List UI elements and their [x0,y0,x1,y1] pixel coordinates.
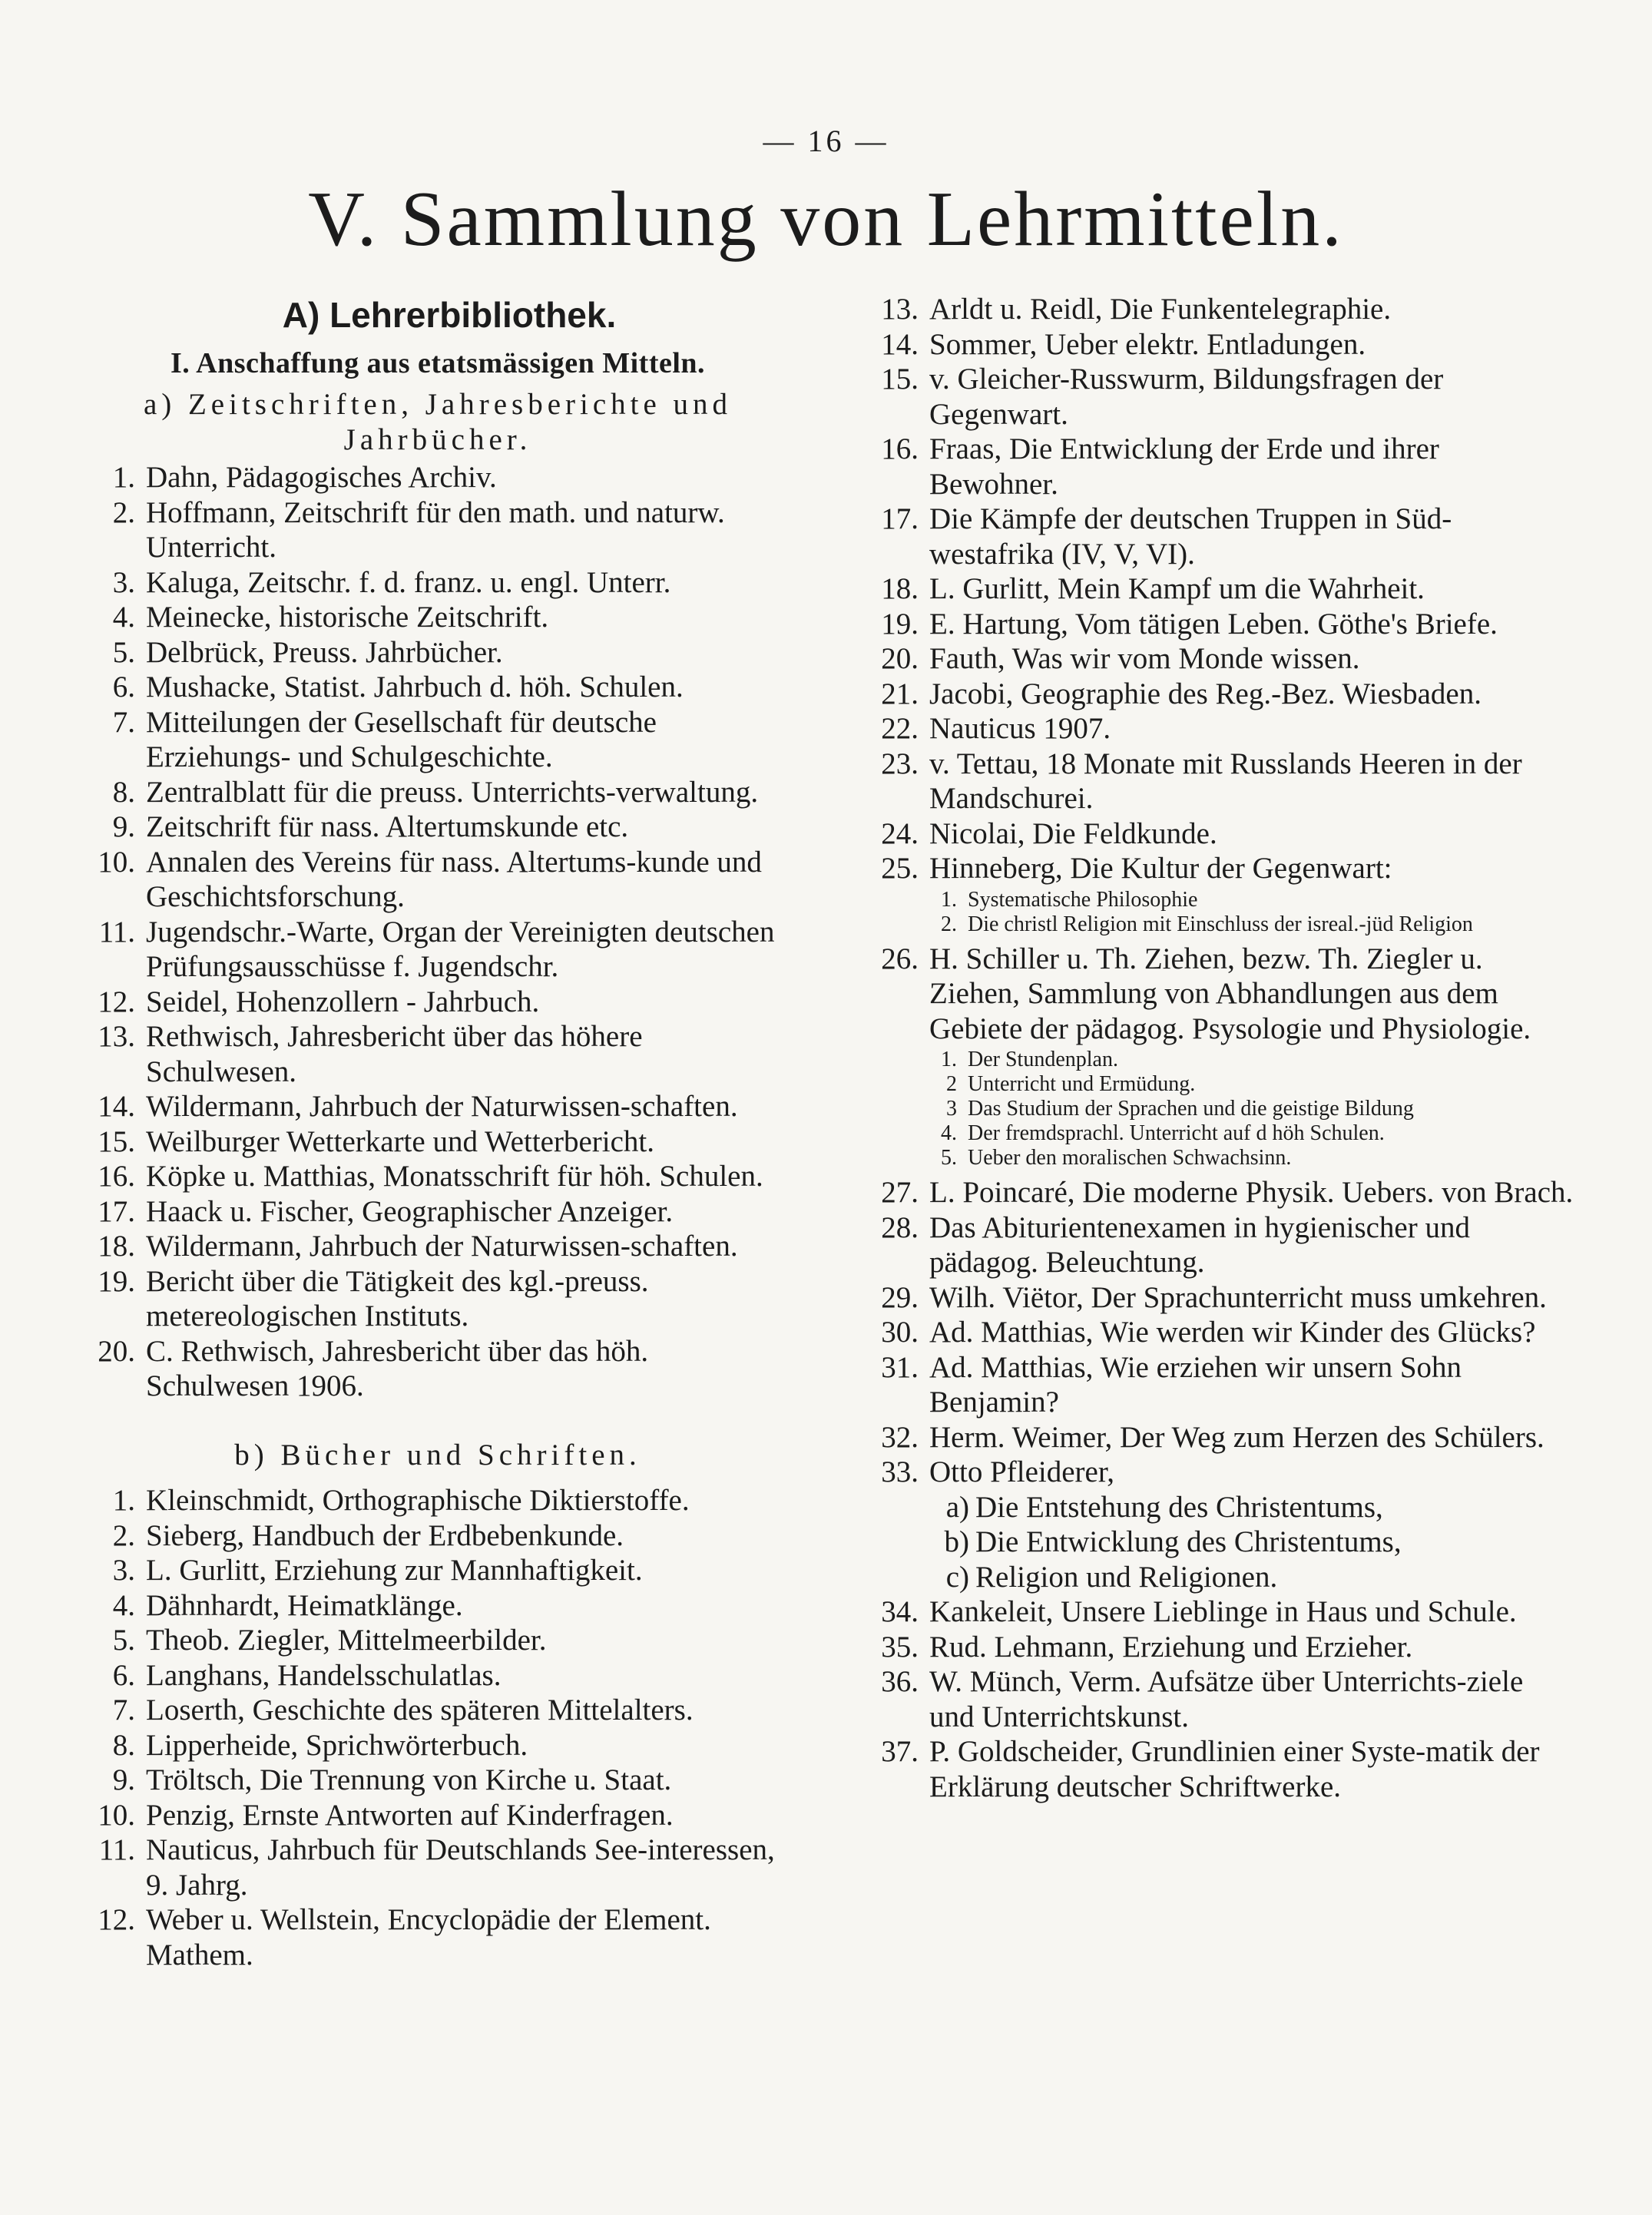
item-text: Weilburger Wetterkarte und Wetterbericht. [146,1124,654,1158]
item-number: 9. [112,810,135,843]
item-text: Mitteilungen der Gesellschaft für deutsche Erziehungs- und Schulgeschichte. [146,705,657,773]
item-number: 28. [881,1210,919,1244]
item-text: Rud. Lehmann, Erziehung und Erzieher. [929,1630,1413,1664]
list-item [84,1483,791,1518]
list-item [868,1455,1574,1490]
item-number: 8. [112,1728,135,1762]
item-text: Dähnhardt, Heimatklänge. [146,1588,463,1622]
list-item [868,1315,1574,1350]
list-item [84,775,791,810]
sub-item-text: Unterricht und Ermüdung. [968,1072,1196,1096]
list-item [868,641,1574,677]
item-number: 16. [98,1160,135,1193]
item-number: 6. [112,670,135,704]
sub-item-letter: b) [944,1525,969,1558]
sub-list-item [868,1560,1574,1595]
item-number: 12. [98,1903,135,1936]
list-item [84,705,791,775]
item-text: Nauticus, Jahrbuch für Deutschlands See-interessen, 9. Jahrg. [146,1833,775,1902]
item-number: 1. [112,461,135,494]
sub-list-item [868,1490,1574,1525]
sub-item-text: Religion und Religionen. [975,1560,1278,1594]
list-item [84,810,791,845]
item-text: E. Hartung, Vom tätigen Leben. Göthe's Briefe. [929,607,1498,641]
item-text: Sommer, Ueber elektr. Entladungen. [929,327,1366,361]
item-text: W. Münch, Verm. Aufsätze über Unterrichts-ziele und Unterrichtskunst. [929,1665,1524,1733]
zeitschriften-list [84,460,791,1404]
list-item [84,1763,791,1798]
sub-item-number: 1. [941,1048,957,1071]
item-number: 5. [112,1624,135,1657]
list-item [868,711,1574,747]
buecher-list-continued [868,292,1574,1804]
item-number: 21. [881,677,919,710]
list-item [84,1194,791,1230]
list-item [868,571,1574,607]
sub-item-text: Der Stundenplan. [968,1048,1118,1071]
page-number: — 16 — [763,124,889,158]
item-number: 3. [112,565,135,599]
item-number: 37. [881,1735,919,1768]
item-text: Wildermann, Jahrbuch der Naturwissen-schaften. [146,1230,738,1263]
sub-item-text: Das Studium der Sprachen und die geistige Bildung [968,1097,1414,1121]
list-item [868,432,1574,502]
item-text: Köpke u. Matthias, Monatsschrift für höh. Schulen. [146,1160,763,1193]
item-text: Fauth, Was wir vom Monde wissen. [929,642,1360,675]
list-item [868,1630,1574,1665]
item-text: L. Gurlitt, Mein Kampf um die Wahrheit. [929,572,1425,605]
list-item [868,1280,1574,1316]
item-text: Ad. Matthias, Wie werden wir Kinder des Glücks? [929,1316,1536,1349]
sub-item-text: Die Entstehung des Christentums, [975,1490,1383,1524]
item-number: 26. [881,942,919,975]
item-number: 19. [98,1264,135,1298]
item-number: 11. [98,1833,135,1866]
item-number: 25. [881,852,919,885]
sub-item-text: Die christl Religion mit Einschluss der isreal.-jüd Religion [968,912,1473,936]
list-item [868,327,1574,363]
item-text: Annalen des Vereins für nass. Altertums-kunde und Geschichtsforschung. [146,845,762,913]
item-number: 20. [98,1334,135,1368]
item-text: Das Abiturientenexamen in hygienischer und pädagog. Beleuchtung. [929,1210,1470,1279]
sub-list-item [868,1097,1574,1121]
list-item [84,1089,791,1124]
list-item [84,915,791,985]
item-number: 20. [881,642,919,675]
item-text: C. Rethwisch, Jahresbericht über das höh. Schulwesen 1906. [146,1334,649,1402]
list-item [84,1124,791,1160]
item-text: Theob. Ziegler, Mittelmeerbilder. [146,1624,547,1657]
list-item [84,460,791,495]
item-number: 18. [98,1230,135,1263]
item-number: 23. [881,747,919,780]
list-item [868,1210,1574,1280]
item-text: v. Gleicher-Russwurm, Bildungsfragen der Gegenwart. [929,363,1444,431]
item-text: Jugendschr.-Warte, Organ der Vereinigten deutschen Prüfungsausschüsse f. Jugendschr. [146,915,775,983]
list-item [868,677,1574,712]
sub-item-text: Die Entwicklung des Christentums, [975,1525,1402,1558]
sub-list-item [868,1146,1574,1170]
sub-item-letter: c) [945,1560,969,1594]
item-number: 31. [881,1350,919,1384]
list-item [868,292,1574,327]
item-number: 32. [881,1420,919,1454]
list-item [84,600,791,635]
item-number: 22. [881,712,919,745]
sub-item-number: 2 [946,1072,957,1096]
item-text: H. Schiller u. Th. Ziehen, bezw. Th. Ziegler u. Ziehen, Sammlung von Abhandlungen aus dem Gebiete der pädagog. Psysologie und Physiologie. [929,942,1531,1045]
sub-item-text: Der fremdsprachl. Unterricht auf d höh Schulen. [968,1121,1385,1145]
sub-list-item [868,1121,1574,1146]
item-number: 9. [112,1763,135,1796]
sub-list-item [868,1048,1574,1072]
list-item [84,985,791,1020]
item-number: 10. [98,845,135,879]
right-column [868,292,1574,1804]
item-text: Delbrück, Preuss. Jahrbücher. [146,635,503,669]
item-number: 4. [112,601,135,634]
item-text: Otto Pfleiderer, [929,1455,1115,1488]
item-text: Nauticus 1907. [929,712,1111,745]
list-item [84,1693,791,1728]
item-number: 6. [112,1658,135,1692]
item-number: 10. [98,1798,135,1832]
list-item [84,1518,791,1554]
item-text: Die Kämpfe der deutschen Truppen in Süd-westafrika (IV, V, VI). [929,502,1452,571]
list-item [84,1159,791,1194]
list-item [84,845,791,915]
item-number: 11. [98,915,135,949]
list-item [868,851,1574,886]
list-item [868,1175,1574,1210]
subheading-anschaffung: I. Anschaffung aus etatsmässigen Mitteln. [170,347,706,379]
list-item [84,1833,791,1902]
item-number: 17. [98,1194,135,1228]
item-number: 34. [881,1595,919,1628]
list-item [868,1350,1574,1420]
list-item [84,1728,791,1763]
item-text: Hinneberg, Die Kultur der Gegenwart: [929,852,1392,885]
item-text: Lipperheide, Sprichwörterbuch. [146,1728,528,1762]
sub-item-number: 1. [941,887,957,912]
list-item [84,1264,791,1334]
item-number: 30. [881,1316,919,1349]
item-number: 15. [98,1124,135,1158]
list-item [84,495,791,565]
list-item [868,1594,1574,1630]
item-text: Hoffmann, Zeitschrift für den math. und naturw. Unterricht. [146,495,725,564]
item-text: Seidel, Hohenzollern - Jahrbuch. [146,985,540,1018]
item-text: Wilh. Viëtor, Der Sprachunterricht muss umkehren. [929,1280,1547,1314]
list-item [84,1588,791,1624]
sub-item-number: 4. [941,1121,957,1145]
left-column [84,292,791,1972]
item-text: Wildermann, Jahrbuch der Naturwissen-schaften. [146,1090,738,1123]
list-item [84,1902,791,1972]
item-number: 18. [881,572,919,605]
item-number: 8. [112,775,135,809]
item-text: Jacobi, Geographie des Reg.-Bez. Wiesbaden. [929,677,1482,710]
list-item [868,816,1574,852]
item-text: Langhans, Handelsschulatlas. [146,1658,502,1692]
item-text: L. Gurlitt, Erziehung zur Mannhaftigkeit. [146,1554,643,1587]
item-number: 2. [112,495,135,529]
sub-list-item [868,1525,1574,1560]
item-number: 4. [112,1588,135,1622]
item-number: 3. [112,1554,135,1587]
item-number: 2. [112,1518,135,1552]
item-text: Fraas, Die Entwicklung der Erde und ihrer Bewohner. [929,432,1439,501]
item-number: 7. [112,705,135,739]
item-number: 13. [881,293,919,326]
list-item [84,1658,791,1694]
item-number: 35. [881,1630,919,1664]
item-text: Haack u. Fischer, Geographischer Anzeiger. [146,1194,674,1228]
list-item [868,747,1574,816]
list-item [84,1019,791,1089]
item-number: 13. [98,1020,135,1053]
item-text: Herm. Weimer, Der Weg zum Herzen des Schülers. [929,1420,1544,1454]
section-b-title: b) Bücher und Schriften. [234,1438,641,1472]
sub-list-item [868,912,1574,937]
item-number: 24. [881,816,919,850]
list-item [84,1623,791,1658]
sub-list-item [868,888,1574,912]
list-item [868,607,1574,642]
item-text: L. Poincaré, Die moderne Physik. Uebers. von Brach. [929,1176,1574,1209]
item-number: 33. [881,1455,919,1488]
sub-item-number: 5. [941,1146,957,1170]
item-text: Mushacke, Statist. Jahrbuch d. höh. Schulen. [146,670,684,704]
item-text: Bericht über die Tätigkeit des kgl.-preuss. metereologischen Instituts. [146,1264,649,1333]
section-heading-lehrerbibliothek: A) Lehrerbibliothek. [282,295,617,335]
item-text: Zentralblatt für die preuss. Unterrichts-verwaltung. [146,775,759,809]
item-text: Penzig, Ernste Antworten auf Kinderfragen. [146,1798,674,1832]
list-item [868,1664,1574,1734]
item-number: 14. [98,1090,135,1123]
item-text: Kaluga, Zeitschr. f. d. franz. u. engl. Unterr. [146,565,671,599]
item-text: Meinecke, historische Zeitschrift. [146,601,549,634]
sub-item-text: Systematische Philosophie [968,887,1198,912]
item-number: 14. [881,327,919,361]
item-number: 1. [112,1484,135,1517]
page-title: V. Sammlung von Lehrmitteln. [308,176,1344,263]
list-item [84,1798,791,1833]
item-number: 7. [112,1694,135,1727]
item-text: Kankeleit, Unsere Lieblinge in Haus und Schule. [929,1595,1517,1628]
item-number: 29. [881,1280,919,1314]
sub-list [868,888,1574,937]
item-text: Zeitschrift für nass. Altertumskunde etc. [146,810,629,843]
list-item [868,362,1574,432]
item-text: P. Goldscheider, Grundlinien einer Syste-matik der Erklärung deutscher Schriftwerke. [929,1735,1540,1803]
item-text: Ad. Matthias, Wie erziehen wir unsern Sohn Benjamin? [929,1350,1462,1419]
item-text: Loserth, Geschichte des späteren Mittelalters. [146,1694,694,1727]
item-number: 16. [881,432,919,465]
item-text: Dahn, Pädagogisches Archiv. [146,461,497,494]
list-item [868,502,1574,571]
list-item [84,670,791,705]
list-item [84,635,791,670]
sub-item-number: 3 [946,1097,957,1121]
list-item [868,1420,1574,1455]
sub-item-number: 2. [941,912,957,936]
section-a-title: a) Zeitschriften, Jahresberichte und Jahrbücher. [143,388,733,456]
sub-list-item [868,1072,1574,1097]
item-text: Nicolai, Die Feldkunde. [929,816,1217,850]
item-text: Rethwisch, Jahresbericht über das höhere Schulwesen. [146,1020,643,1088]
item-number: 27. [881,1176,919,1209]
item-text: Arldt u. Reidl, Die Funkentelegraphie. [929,293,1392,326]
sub-item-letter: a) [945,1490,969,1524]
list-item [84,1334,791,1404]
item-text: Weber u. Wellstein, Encyclopädie der Element. Mathem. [146,1903,711,1972]
item-number: 5. [112,635,135,669]
item-number: 15. [881,363,919,396]
item-number: 36. [881,1665,919,1698]
item-number: 12. [98,985,135,1018]
list-item [84,1229,791,1264]
sub-list [868,1048,1574,1170]
item-text: v. Tettau, 18 Monate mit Russlands Heeren in der Mandschurei. [929,747,1522,815]
list-item [868,1734,1574,1804]
sub-item-text: Ueber den moralischen Schwachsinn. [968,1146,1292,1170]
list-item [868,942,1574,1047]
item-number: 17. [881,502,919,535]
list-item [84,1553,791,1588]
item-text: Tröltsch, Die Trennung von Kirche u. Staat. [146,1763,672,1796]
item-text: Kleinschmidt, Orthographische Diktierstoffe. [146,1484,690,1517]
buecher-list [84,1483,791,1972]
list-item [84,565,791,601]
item-text: Sieberg, Handbuch der Erdbebenkunde. [146,1518,624,1552]
item-number: 19. [881,607,919,641]
